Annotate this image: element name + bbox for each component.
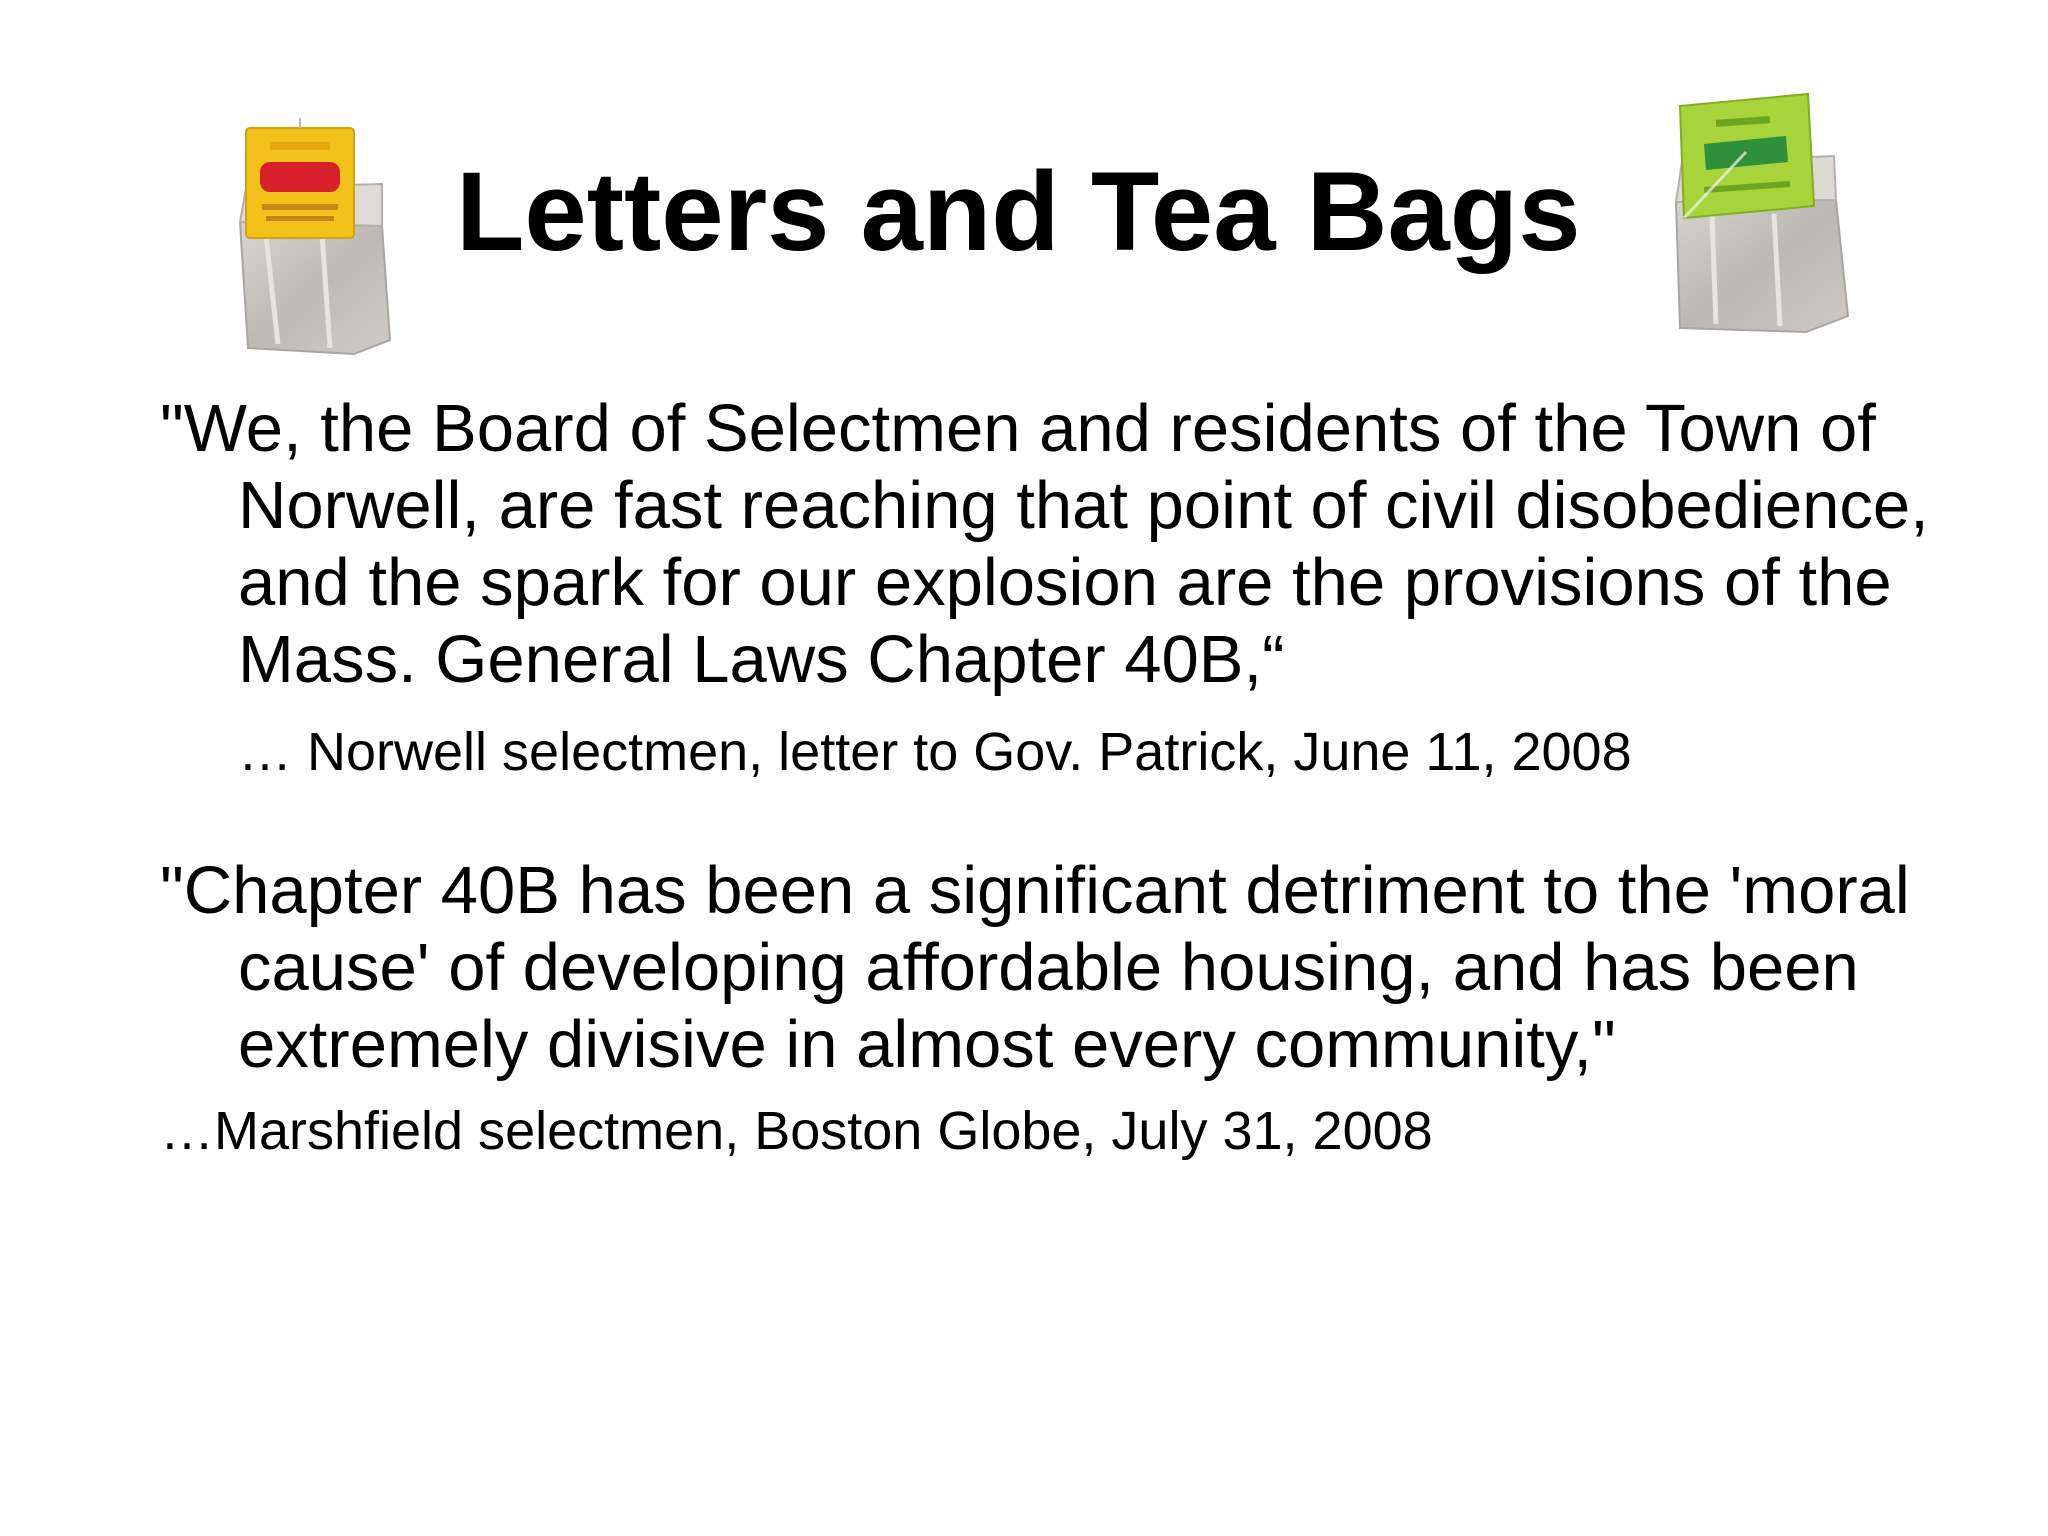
quote-2: [160, 852, 1960, 1163]
tea-bag-right-image: [1656, 92, 1856, 336]
quote-1-attribution: … Norwell selectmen, letter to Gov. Patrick, June 11, 2008: [238, 722, 1632, 782]
quote-1: [160, 390, 1960, 784]
quote-2-text: "Chapter 40B has been a significant detriment to the 'moral cause' of developing affordable housing, and has been extremely divisive in almost every community,": [160, 853, 1910, 1082]
quote-1-text: "We, the Board of Selectmen and residents of the Town of Norwell, are fast reaching that point of civil disobedience, and the spark for our explosion are the provisions of the Mass. General Laws Chapter 40B,“: [160, 391, 1929, 697]
tea-bag-left-image: [226, 118, 406, 358]
slide-title: Letters and Tea Bags: [456, 149, 1581, 274]
quote-2-attribution: …Marshfield selectmen, Boston Globe, July 31, 2008: [160, 1101, 1433, 1161]
